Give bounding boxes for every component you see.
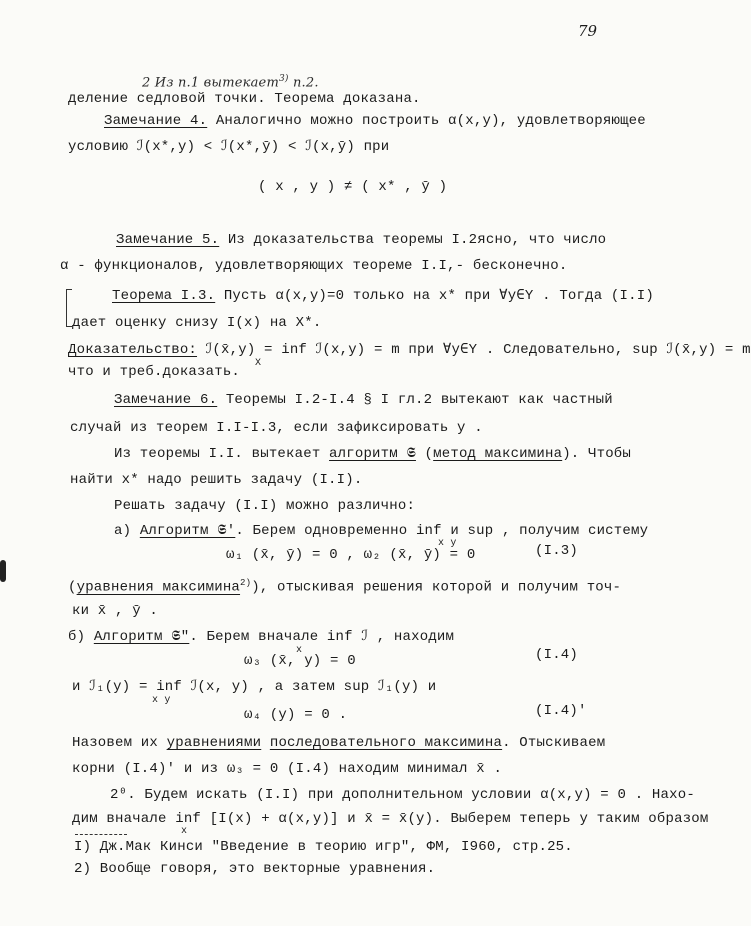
subscript: X — [255, 358, 262, 369]
subscript: x — [296, 645, 303, 656]
equation-number: (I.3) — [535, 543, 579, 559]
text-line: Назовем их уравнениями последовательного максимина. Отыскиваем — [72, 735, 606, 751]
ink-mark — [0, 560, 6, 582]
handwritten-insertion: 2 Из п.1 вытекает$^{3)}$ п.2. — [142, 74, 319, 91]
proof-line: Доказательство: ℐ(x̄,y) = inf ℐ(x,y) = m при ∀y∈Y . Следовательно, sup ℐ(x̄,y) = m — [68, 342, 751, 358]
remark-5: Замечание 5. Из доказательства теоремы I.2ясно, что число — [116, 232, 607, 248]
formula: ω₄ (y) = 0 . — [244, 707, 348, 723]
subscript: x y — [438, 538, 457, 549]
subscript: x — [181, 826, 188, 837]
text-line: α - функционалов, удовлетворяющих теореме I.I,- бесконечно. — [60, 258, 568, 274]
formula: ( x , y ) ≠ ( x* , ȳ ) — [258, 179, 448, 195]
section-2: 2⁰. Будем искать (I.I) при дополнительном условии α(x,y) = 0 . Нахо- — [110, 787, 695, 803]
remark-4: Замечание 4. Аналогично можно построить α(x,y), удовлетворяющее — [104, 113, 646, 129]
remark-6: Замечание 6. Теоремы I.2-I.4 § I гл.2 вытекают как частный — [114, 392, 613, 408]
text-line: корни (I.4)′ и из ω₃ = 0 (I.4) находим минимал x̄ . — [72, 761, 503, 777]
text-line: условию ℐ(x*,y) < ℐ(x*,ȳ) < ℐ(x,ȳ) при — [68, 139, 390, 155]
formula: ω₃ (x̄, y) = 0 — [244, 653, 356, 669]
footnote-2: 2) Вообще говоря, это векторные уравнения. — [74, 861, 436, 877]
text-line: дает оценку снизу I(x) на X*. — [72, 315, 322, 331]
equation-number: (I.4) — [535, 647, 579, 663]
text-line: что и треб.доказать. — [68, 364, 241, 380]
formula: ω₁ (x̄, ȳ) = 0 , ω₂ (x̄, ȳ) = 0 — [226, 547, 476, 563]
text-line: найти x* надо решить задачу (I.I). — [70, 472, 363, 488]
footnote-1: I) Дж.Мак Кинси "Введение в теорию игр", ФМ, I960, стр.25. — [74, 839, 573, 855]
subscript: x y — [152, 695, 171, 706]
text-line: деление седловой точки. Теорема доказана. — [68, 91, 421, 107]
text-line: ки x̄ , ȳ . — [72, 603, 159, 619]
footnote-rule — [75, 834, 127, 835]
text-line: случай из теорем I.I-I.3, если зафиксировать y . — [70, 420, 483, 436]
algorithm-line: Из теоремы I.I. вытекает алгоритм 𝕾 (метод максимина). Чтобы — [114, 446, 631, 462]
algorithm-b: б) Алгоритм 𝕾″. Берем вначале inf ℐ , находим — [68, 629, 455, 645]
text-line: дим вначале inf [I(x) + α(x,y)] и x̄ = x̄(y). Выберем теперь y таким образом — [72, 811, 709, 827]
text-line: и ℐ₁(y) = inf ℐ(x, y) , а затем sup ℐ₁(y) и — [72, 679, 437, 695]
text-line: (уравнения максимина$^{2)}$), отыскивая решения которой и получим точ- — [68, 578, 622, 596]
page-number: 79 — [578, 22, 598, 40]
theorem-1-3: Теорема I.3. Пусть α(x,y)=0 только на x* при ∀y∈Y . Тогда (I.I) — [112, 288, 654, 304]
algorithm-a: а) Алгоритм 𝕾′. Берем одновременно inf и sup , получим систему — [114, 523, 649, 539]
equation-number: (I.4)′ — [535, 703, 587, 719]
text-line: Решать задачу (I.I) можно различно: — [114, 498, 416, 514]
